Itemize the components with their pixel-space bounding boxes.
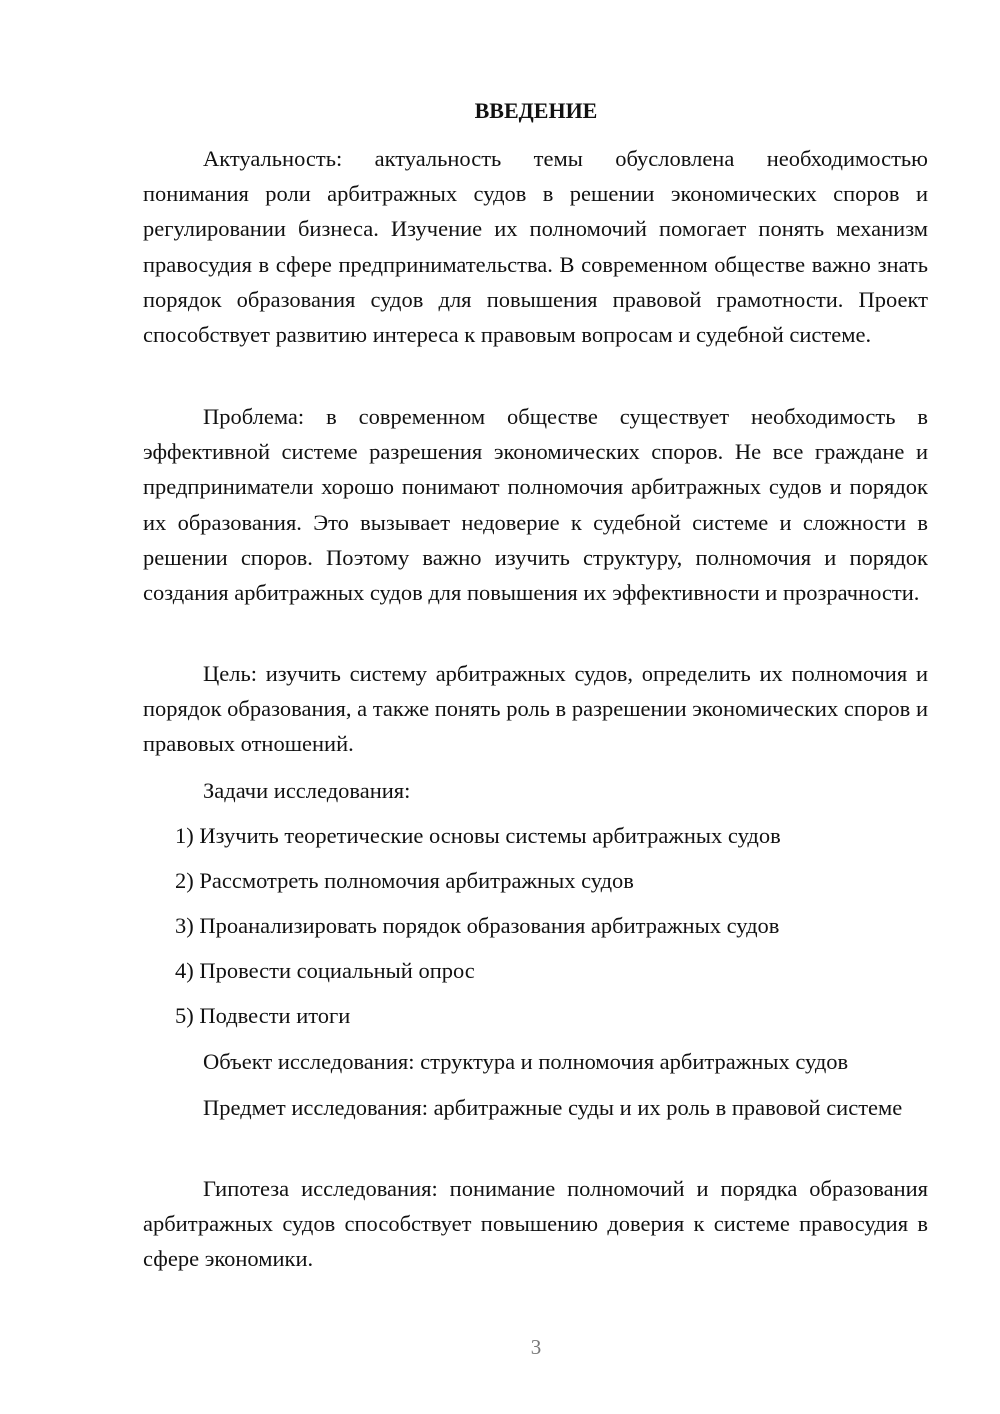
page-number: 3 — [530, 1335, 542, 1359]
subject-paragraph: Предмет исследования: арбитражные суды и их роль в правовой системе — [203, 1095, 903, 1120]
tasks-heading: Задачи исследования: — [203, 778, 411, 803]
goal-paragraph: Цель: изучить систему арбитражных судов, определить их полномочия и порядок образования, а также понять роль в разрешении экономических споров и правовых отношений. — [143, 661, 928, 757]
relevance-paragraph: Актуальность: актуальность темы обусловлена необходимостью понимания роли арбитражных судов в решении экономических споров и регулировании бизнеса. Изучение их полномочий помогает понять механизм правосудия в сфере предпринимательства. В современном обществе важно знать порядок образования судов для повышения правовой грамотности. Проект способствует развитию интереса к правовым вопросам и судебной системе. — [143, 146, 928, 348]
list-item: 3) Проанализировать порядок образования арбитражных судов — [175, 913, 780, 938]
list-item: 2) Рассмотреть полномочия арбитражных судов — [175, 868, 634, 893]
object-paragraph: Объект исследования: структура и полномочия арбитражных судов — [203, 1049, 849, 1074]
list-item: 1) Изучить теоретические основы системы арбитражных судов — [175, 823, 781, 848]
list-item: 4) Провести социальный опрос — [175, 958, 475, 983]
page-title: ВВЕДЕНИЕ — [474, 98, 598, 123]
problem-paragraph: Проблема: в современном обществе существует необходимость в эффективной системе разрешения экономических споров. Не все граждане и предприниматели хорошо понимают полномочия арбитражных судов и порядок их образования. Это вызывает недоверие к судебной системе и сложности в решении споров. Поэтому важно изучить структуру, полномочия и порядок создания арбитражных судов для повышения их эффективности и прозрачности. — [143, 404, 928, 606]
list-item: 5) Подвести итоги — [175, 1003, 351, 1028]
hypothesis-paragraph: Гипотеза исследования: понимание полномочий и порядка образования арбитражных судов способствует повышению доверия к системе правосудия в сфере экономики. — [143, 1176, 928, 1272]
